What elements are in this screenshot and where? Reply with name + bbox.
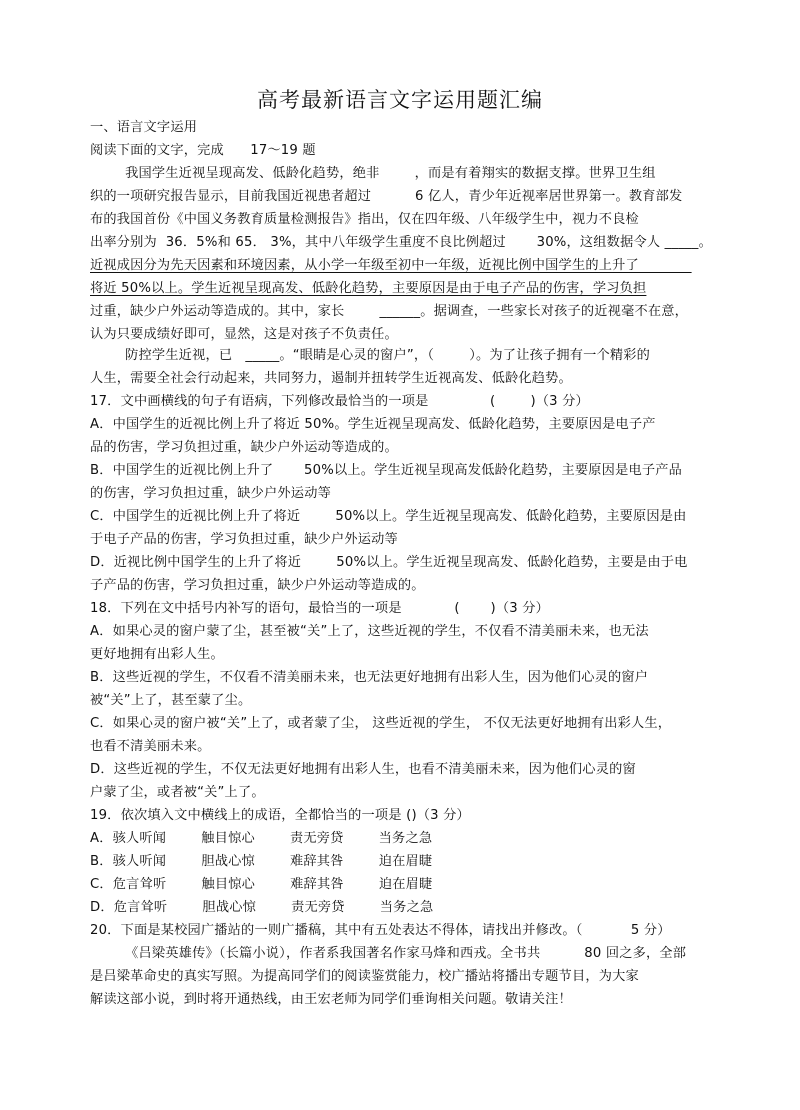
question-19: 19．依次填入文中横线上的成语，全都恰当的一项是 ()（3 分） [90, 808, 470, 823]
option-line: B．这些近视的学生，不仅看不清美丽未来，也无法更好地拥有出彩人生，因为他们心灵的窗户 [90, 670, 649, 685]
passage-line: 出率分别为 36．5%和 65． 3%，其中八年级学生重度不良比例超过 30%，这组数据令人 _____。 [90, 235, 712, 250]
passage-line: 人生，需要全社会行动起来，共同努力，遏制并扭转学生近视高发、低龄化趋势。 [90, 371, 572, 386]
passage-line: 织的一项研究报告显示，目前我国近视患者超过 6 亿人，青少年近视率居世界第一。教育部发 [90, 189, 683, 204]
passage-line: 过重，缺少户外运动等造成的。其中，家长 ______。据调查，一些家长对孩子的近视毫不在意， [90, 304, 689, 319]
broadcast-text-line: 是吕梁革命史的真实写照。为提高同学们的阅读鉴赏能力，校广播站将播出专题节目，为大家 [90, 969, 639, 984]
passage-line-underlined: 近视成因分为先天因素和环境因素，从小学一年级至初中一年级，近视比例中国学生的上升了 [90, 258, 692, 273]
passage-line: 我国学生近视呈现高发、低龄化趋势，绝非 ，而是有着翔实的数据支撑。世界卫生组 [90, 166, 656, 181]
option-line: 更好地拥有出彩人生。 [90, 647, 224, 662]
option-line: A．如果心灵的窗户蒙了尘，甚至被“关”上了，这些近视的学生，不仅看不清美丽未来，也无法 [90, 624, 649, 639]
broadcast-text-line: 解读这部小说，到时将开通热线，由王宏老师为同学们垂询相关问题。敬请关注！ [90, 992, 572, 1007]
reading-instruction: 阅读下面的文字，完成 17～19 题 [90, 143, 316, 158]
document-title: 高考最新语言文字运用题汇编 [257, 88, 543, 112]
option-line: D．近视比例中国学生的上升了将近 50%以上。学生近视呈现高发、低龄化趋势，主要是由于电 [90, 555, 688, 570]
option-line: 的伤害，学习负担过重，缺少户外运动等 [90, 486, 331, 501]
option-line: 户蒙了尘，或者被“关”上了。 [90, 785, 265, 800]
option-line: 于电子产品的伤害，学习负担过重，缺少户外运动等 [90, 532, 398, 547]
passage-line: 防控学生近视，已 _____。“眼睛是心灵的窗户”，（ ）。为了让孩子拥有一个精彩的 [90, 348, 651, 363]
passage-line: 布的我国首份《中国义务教育质量检测报告》指出，仅在四年级、八年级学生中，视力不良检 [90, 212, 639, 227]
option-line: D．这些近视的学生，不仅无法更好地拥有出彩人生，也看不清美丽未来，因为他们心灵的窗 [90, 762, 636, 777]
option-line: A．骇人听闻 触目惊心 责无旁贷 当务之急 [90, 831, 433, 846]
option-line: B．骇人听闻 胆战心惊 难辞其咎 迫在眉睫 [90, 854, 433, 869]
question-20: 20．下面是某校园广播站的一则广播稿，其中有五处表达不得体，请找出并修改。（ 5 分） [90, 923, 671, 938]
passage-line-underlined: 将近 50%以上。学生近视呈现高发、低龄化趋势，主要原因是由于电子产品的伤害，学习负担 [90, 281, 647, 296]
option-line: C．如果心灵的窗户被“关”上了，或者蒙了尘， 这些近视的学生， 不仅无法更好地拥有出彩人生， [90, 716, 672, 731]
option-line: D．危言耸听 胆战心惊 责无旁贷 当务之急 [90, 900, 434, 915]
passage-line: 认为只要成绩好即可，显然，这是对孩子不负责任。 [90, 327, 398, 342]
broadcast-text-line: 《吕梁英雄传》（长篇小说），作者系我国著名作家马烽和西戎。全书共 80 回之多，全部 [90, 946, 687, 961]
option-line: 被“关”上了，甚至蒙了尘。 [90, 693, 252, 708]
question-18: 18．下列在文中括号内补写的语句，最恰当的一项是 ( )（3 分） [90, 601, 549, 616]
option-line: C．危言耸听 触目惊心 难辞其咎 迫在眉睫 [90, 877, 433, 892]
option-line: C．中国学生的近视比例上升了将近 50%以上。学生近视呈现高发、低龄化趋势，主要原因是由 [90, 509, 687, 524]
section-heading: 一、语言文字运用 [90, 120, 198, 135]
option-line: 子产品的伤害，学习负担过重，缺少户外运动等造成的。 [90, 578, 425, 593]
option-line: B．中国学生的近视比例上升了 50%以上。学生近视呈现高发低龄化趋势，主要原因是电子产品 [90, 463, 683, 478]
option-line: A．中国学生的近视比例上升了将近 50%。学生近视呈现高发、低龄化趋势，主要原因是电子产 [90, 417, 656, 432]
option-line: 品的伤害，学习负担过重，缺少户外运动等造成的。 [90, 440, 398, 455]
option-line: 也看不清美丽未来。 [90, 739, 211, 754]
question-17: 17．文中画横线的句子有语病，下列修改最恰当的一项是 ( )（3 分） [90, 394, 589, 409]
